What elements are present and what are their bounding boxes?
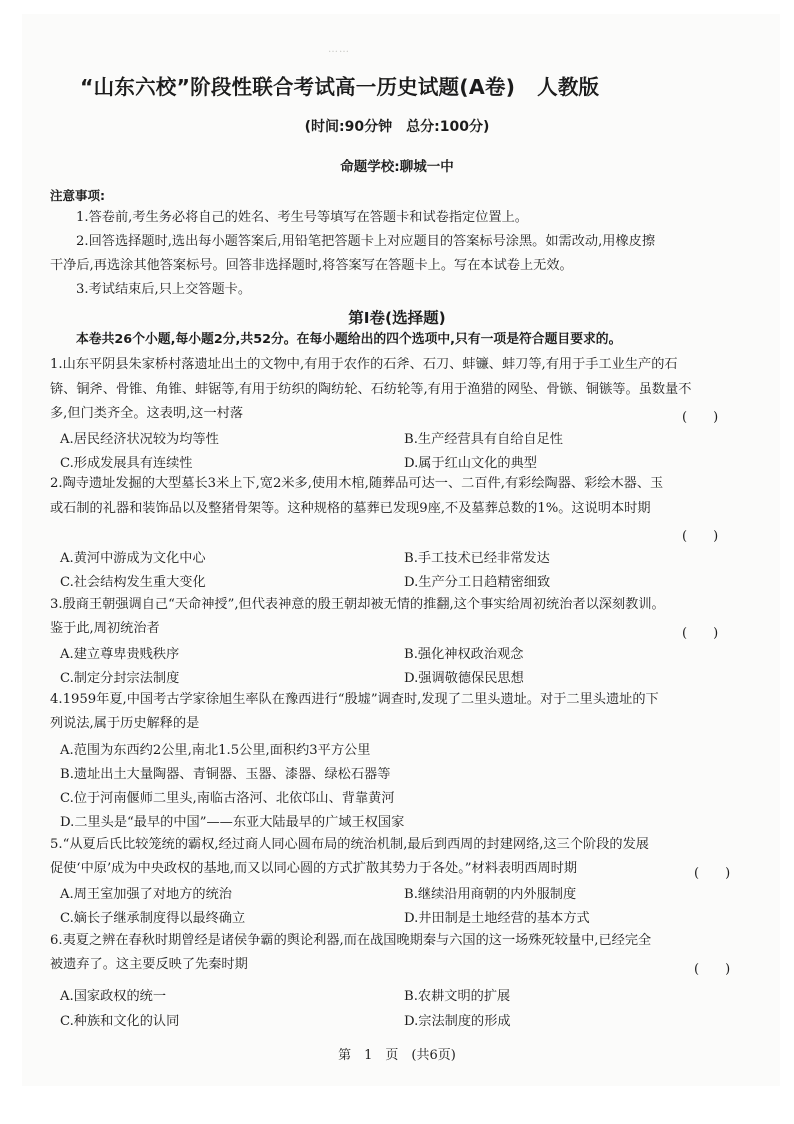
edition-label: 人教版 [537,75,600,99]
section-instruction: 本卷共26个小题,每小题2分,共52分。在每小题给出的四个选项中,只有一项是符合题目要求的。 [76,332,622,347]
option-a: A.建立尊卑贵贱秩序 [60,647,180,662]
school-info: 命题学校:聊城一中 [340,159,454,175]
question-3-line: 鉴于此,周初统治者 [50,621,160,636]
option-b: B.继续沿用商朝的内外服制度 [404,887,577,902]
question-5-line: 5.“从夏后氏比较笼统的霸权,经过商人同心圆布局的统治机制,最后到西周的封建网络,这三个阶段的发展 [50,837,649,852]
option-d: D.宗法制度的形成 [404,1014,511,1029]
answer-paren: ( ) [694,866,731,881]
question-1-line: 多,但门类齐全。这表明,这一村落 [50,406,244,421]
option-c: C.种族和文化的认同 [60,1014,180,1029]
notice-item: 2.回答选择题时,选出每小题答案后,用铅笔把答题卡上对应题目的答案标号涂黑。如需改动,用橡皮擦 [76,234,656,249]
option-c: C.制定分封宗法制度 [60,671,180,686]
time-info: (时间:90分钟 总分:100分) [304,119,490,135]
option-a: A.居民经济状况较为均等性 [60,432,219,447]
option-d: D.二里头是“最早的中国”——东亚大陆最早的广域王权国家 [60,815,405,830]
option-a: A.黄河中游成为文化中心 [60,551,206,566]
question-2-line: 或石制的礼器和装饰品以及整猪骨架等。这种规格的墓葬已发现9座,不及墓葬总数的1%。这说明本时期 [50,501,651,516]
option-a: A.范围为东西约2公里,南北1.5公里,面积约3平方公里 [60,743,371,758]
answer-paren: ( ) [682,626,719,641]
option-b: B.生产经营具有自给自足性 [404,432,563,447]
option-d: D.强调敬德保民思想 [404,671,524,686]
option-a: A.国家政权的统一 [60,989,167,1004]
question-6-line: 6.夷夏之辨在春秋时期曾经是诸侯争霸的舆论利器,而在战国晚期秦与六国的这一场殊死较量中,已经完全 [50,933,652,948]
question-1-line: 1.山东平阴县朱家桥村落遗址出土的文物中,有用于农作的石斧、石刀、蚌镰、蚌刀等,有用于手工业生产的石 [50,357,678,372]
question-4-line: 列说法,属于历史解释的是 [50,716,200,731]
question-1-line: 锛、铜斧、骨锥、角锥、蚌锯等,有用于纺织的陶纺轮、石纺轮等,有用于渔猎的网坠、骨镞、铜镞等。虽数量不 [50,382,692,397]
option-b: B.强化神权政治观念 [404,647,524,662]
page-title [80,70,720,100]
question-4-line: 4.1959年夏,中国考古学家徐旭生率队在豫西进行“殷墟”调查时,发现了二里头遗址。对于二里头遗址的下 [50,692,659,707]
question-3-line: 3.殷商王朝强调自己“天命神授”,但代表神意的殷王朝却被无情的推翻,这个事实给周初统治者以深刻教训。 [50,597,665,612]
option-b: B.手工技术已经非常发达 [404,551,550,566]
option-d: D.属于红山文化的典型 [404,456,537,471]
notice-item: 1.答卷前,考生务必将自己的姓名、考生号等填写在答题卡和试卷指定位置上。 [76,210,528,225]
answer-paren: ( ) [682,410,719,425]
notice-item: 3.考试结束后,只上交答题卡。 [76,282,252,297]
section-title: 第Ⅰ卷(选择题) [348,309,446,327]
option-c: C.社会结构发生重大变化 [60,575,206,590]
option-c: C.位于河南偃师二里头,南临古洛河、北依邙山、背靠黄河 [60,791,395,806]
question-6-line: 被遗弃了。这主要反映了先秦时期 [50,957,248,972]
option-a: A.周王室加强了对地方的统治 [60,887,232,902]
page-number: 第 1 页 (共6页) [338,1048,456,1063]
title-text: “山东六校”阶段性联合考试高一历史试题(A卷) [80,75,516,99]
question-2-line: 2.陶寺遗址发掘的大型墓长3米上下,宽2米多,使用木棺,随葬品可达一、二百件,有彩绘陶器、彩绘木器、玉 [50,476,664,491]
notice-item: 干净后,再选涂其他答案标号。回答非选择题时,将答案写在答题卡上。写在本试卷上无效。 [50,258,573,273]
option-b: B.农耕文明的扩展 [404,989,511,1004]
option-d: D.井田制是土地经营的基本方式 [404,911,590,926]
option-c: C.嫡长子继承制度得以最终确立 [60,911,246,926]
option-b: B.遗址出土大量陶器、青铜器、玉器、漆器、绿松石器等 [60,767,391,782]
option-c: C.形成发展具有连续性 [60,456,193,471]
answer-paren: ( ) [682,529,719,544]
notice-heading: 注意事项: [50,188,105,203]
bleed-through-text: …… [328,44,647,54]
question-5-line: 促使‘中原’成为中央政权的基地,而又以同心圆的方式扩散其势力于各处。”材料表明西周时期 [50,861,578,876]
option-d: D.生产分工日趋精密细致 [404,575,551,590]
answer-paren: ( ) [694,962,731,977]
